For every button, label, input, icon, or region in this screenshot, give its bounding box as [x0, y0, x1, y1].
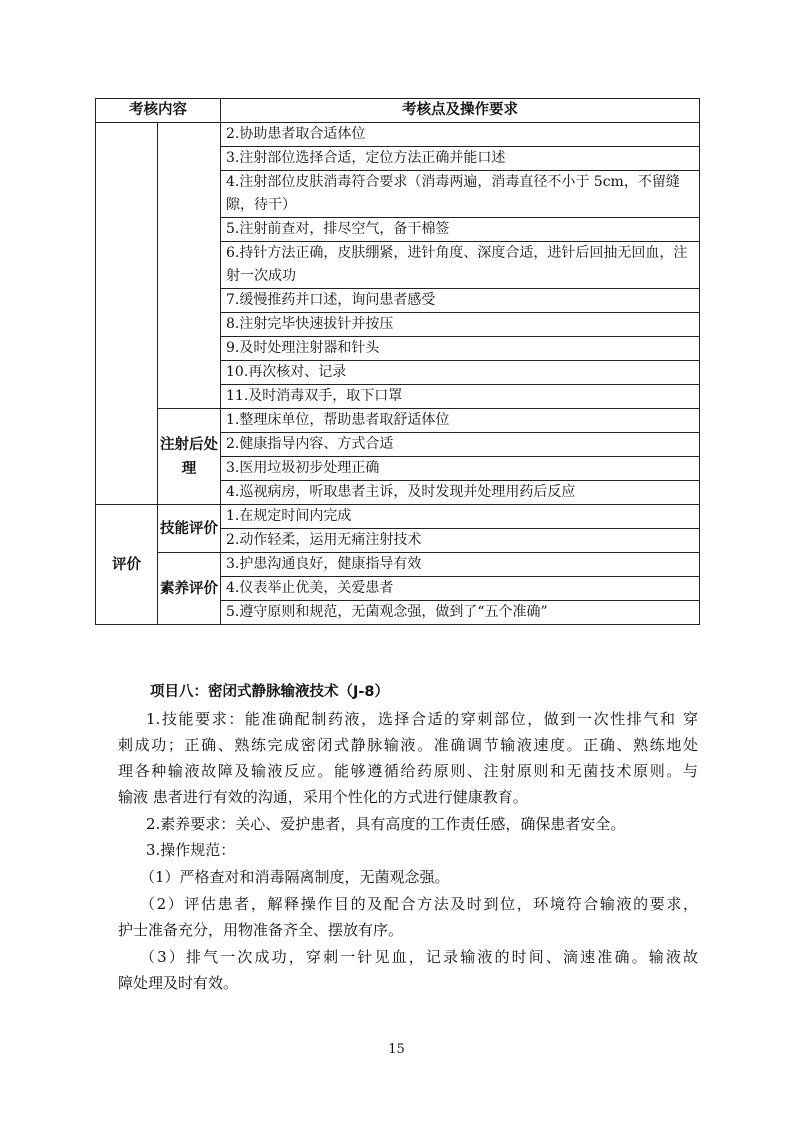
table-cell-item: 4.注射部位皮肤消毒符合要求（消毒两遍，消毒直径不小于 5cm，不留缝隙，待干） [221, 171, 700, 218]
table-cell-item: 4.仪表举止优美，关爱患者 [221, 577, 700, 601]
table-cell-item: 9.及时处理注射器和针头 [221, 337, 700, 361]
paragraph-line: 刺成功；正确、熟练完成密闭式静脉输液。准确调节输液速度。正确、熟练地处 [118, 736, 698, 754]
table-cell-item: 2.动作轻柔，运用无痛注射技术 [221, 529, 700, 553]
paragraph-line: 护士准备充分，用物准备齐全、摆放有序。 [118, 921, 404, 939]
paragraph-line: （3）排气一次成功，穿刺一针见血，记录输液的时间、滴速准确。输液故 [140, 948, 698, 966]
table-row [96, 409, 700, 433]
paragraph-line: （2）评估患者，解释操作目的及配合方法及时到位，环境符合输液的要求， [140, 895, 698, 913]
table-cell-item: 5.遵守原则和规范，无菌观念强，做到了“五个准确” [221, 601, 700, 625]
table-header-row [96, 99, 700, 123]
table-row [96, 505, 700, 529]
table-cell-item: 2.健康指导内容、方式合适 [221, 433, 700, 457]
table-cell-item: 3.护患沟通良好，健康指导有效 [221, 553, 700, 577]
page-number: 15 [388, 1042, 405, 1057]
paragraph-line: 1.技能要求：能准确配制药液，选择合适的穿刺部位，做到一次性排气和 穿 [146, 710, 698, 728]
table-cell-item: 3.医用垃圾初步处理正确 [221, 457, 700, 481]
paragraph-line: 障处理及时有效。 [118, 974, 239, 992]
paragraph-line: 输液 患者进行有效的沟通，采用个性化的方式进行健康教育。 [118, 788, 528, 806]
blank-category-cell [96, 123, 158, 505]
table-cell-item: 2.协助患者取合适体位 [221, 123, 700, 147]
assessment-table [95, 98, 700, 625]
table-cell-item: 8.注射完毕快速拔针并按压 [221, 313, 700, 337]
table-cell-item: 5.注射前查对，排尽空气，备干棉签 [221, 218, 700, 242]
table-cell-item: 6.持针方法正确，皮肤绷紧，进针角度、深度合适，进针后回抽无回血，注射一次成功 [221, 242, 700, 289]
skill-evaluation-label: 技能评价 [158, 505, 221, 553]
header-requirements: 考核点及操作要求 [221, 99, 700, 123]
table-cell-item: 7.缓慢推药并口述，询问患者感受 [221, 289, 700, 313]
paragraph-line: （1）严格查对和消毒隔离制度，无菌观念强。 [140, 868, 450, 886]
header-content: 考核内容 [96, 99, 221, 123]
table-cell-item: 4.巡视病房，听取患者主诉，及时发现并处理用药后反应 [221, 481, 700, 505]
post-injection-label: 注射后处理 [158, 409, 221, 505]
section-heading: 项目八：密闭式静脉输液技术（J-8） [150, 684, 390, 700]
table-cell-item: 1.在规定时间内完成 [221, 505, 700, 529]
table-cell-item: 1.整理床单位，帮助患者取舒适体位 [221, 409, 700, 433]
table-cell-item: 10.再次核对、记录 [221, 361, 700, 385]
evaluation-label: 评价 [96, 505, 158, 625]
blank-subcategory-cell [158, 123, 221, 409]
table-row [96, 553, 700, 577]
table-cell-item: 3.注射部位选择合适，定位方法正确并能口述 [221, 147, 700, 171]
table-cell-item: 11.及时消毒双手，取下口罩 [221, 385, 700, 409]
paragraph-line: 理各种输液故障及输液反应。能够遵循给药原则、注射原则和无菌技术原则。与 [118, 762, 698, 780]
quality-evaluation-label: 素养评价 [158, 553, 221, 625]
table-row [96, 123, 700, 147]
paragraph-line: 3.操作规范： [146, 841, 236, 859]
paragraph-line: 2.素养要求：关心、爱护患者，具有高度的工作责任感，确保患者安全。 [146, 815, 626, 833]
